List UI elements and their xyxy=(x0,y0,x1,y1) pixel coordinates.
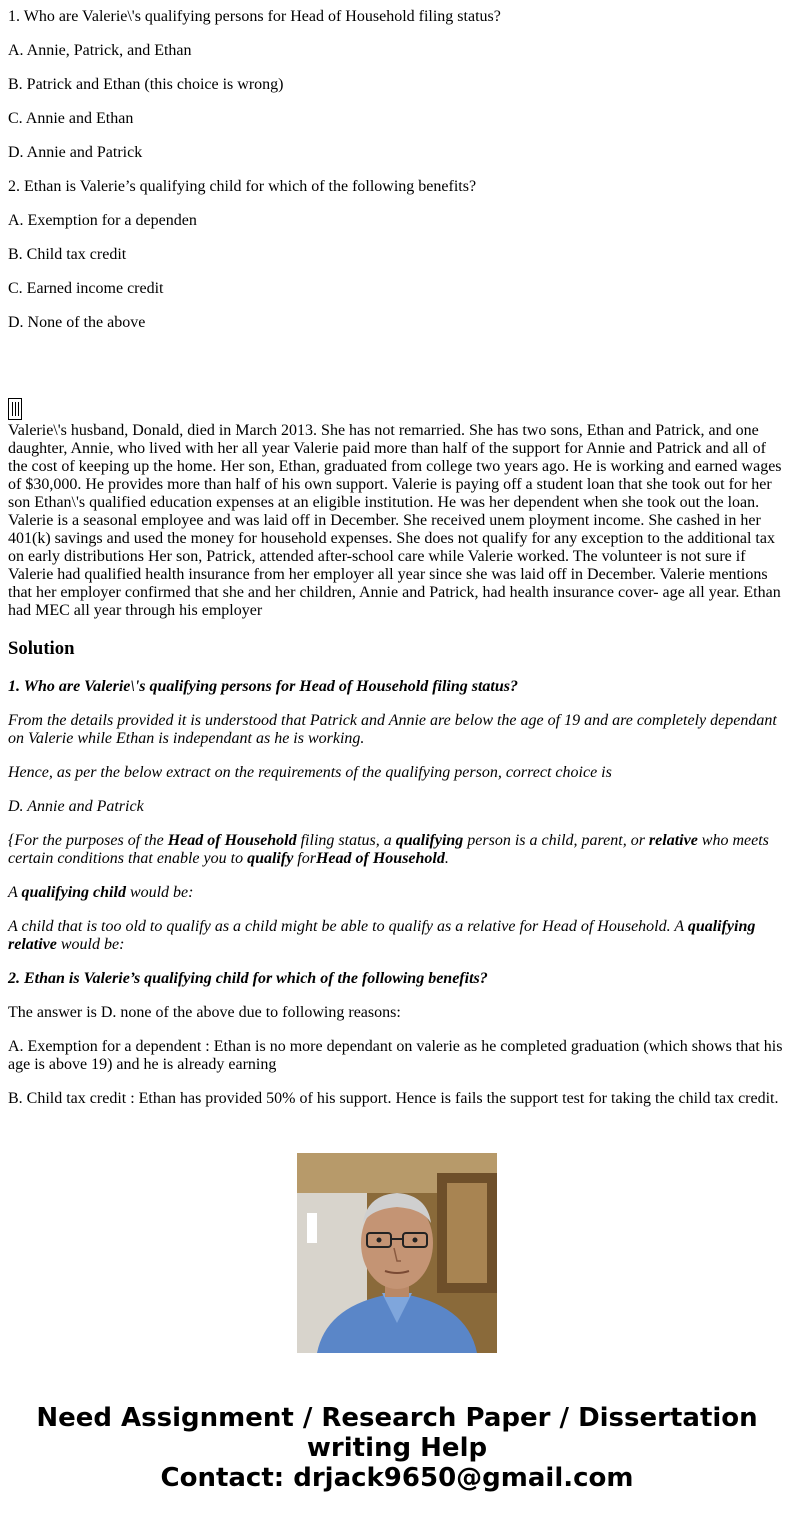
solution-q1-para1: From the details provided it is understood that Patrick and Annie are below the age of 19 and are completely dependant on Valerie while Ethan is independant as he is working. xyxy=(8,712,777,747)
table-icon-row xyxy=(8,398,786,422)
solution-q1-para2: Hence, as per the below extract on the requirements of the qualifying person, correct choice is xyxy=(8,764,612,781)
solution-q1-answer: D. Annie and Patrick xyxy=(8,798,144,815)
table-icon xyxy=(8,398,22,420)
q1-option-d: D. Annie and Patrick xyxy=(8,144,143,161)
q1-option-c: C. Annie and Ethan xyxy=(8,110,134,127)
solution-heading: Solution xyxy=(8,638,75,659)
solution-q2-heading: 2. Ethan is Valerie’s qualifying child for which of the following benefits? xyxy=(8,970,488,987)
q2-option-b: B. Child tax credit xyxy=(8,246,127,263)
solution-q2-reason-b: B. Child tax credit : Ethan has provided 50% of his support. Hence is fails the support test for taking the child tax credit. xyxy=(8,1090,779,1107)
q2-option-d: D. None of the above xyxy=(8,314,146,331)
scenario-paragraph: Valerie\'s husband, Donald, died in March 2013. She has not remarried. She has two sons, Ethan and Patrick, and one daughter, Annie, who lived with her all year Valerie paid more than half of the support for Annie and Patrick and all of the cost of keeping up the home. Her son, Ethan, graduated from college two years ago. He is working and earned wages of $30,000. He provides more than half of his own support. Valerie is paying off a student loan that she took out for her son Ethan\'s qualified education expenses at an eligible institution. He was her dependent when she took out the loan. Valerie is a seasonal employee and was laid off in December. She received unem ployment income. She cashed in her 401(k) savings and used the money for household expenses. She does not qualify for any exception to the additional tax on early distributions Her son, Patrick, attended after-school care while Valerie worked. The volunteer is not sure if Valerie had qualified health insurance from her employer all year since she was laid off in December. Valerie mentions that her employer confirmed that she and her children, Annie and Patrick, had health insurance cover- age all year. Ethan had MEC all year through his employer xyxy=(8,422,782,619)
avatar-portrait xyxy=(297,1153,497,1353)
q1-text: 1. Who are Valerie\'s qualifying persons for Head of Household filing status? xyxy=(8,8,501,25)
q1-option-a: A. Annie, Patrick, and Ethan xyxy=(8,42,192,59)
q1-option-b: B. Patrick and Ethan (this choice is wrong) xyxy=(8,76,284,93)
promo-footer xyxy=(0,1123,794,1523)
q2-option-a: A. Exemption for a dependen xyxy=(8,212,197,229)
promo-text xyxy=(0,1403,794,1493)
qualifying-relative-line: A child that is too old to qualify as a child might be able to qualify as a relative for Head of Household. A qualifying relative would be: xyxy=(8,918,756,953)
solution-q2-intro: The answer is D. none of the above due to following reasons: xyxy=(8,1004,401,1021)
q2-option-c: C. Earned income credit xyxy=(8,280,164,297)
avatar-photo xyxy=(297,1153,497,1353)
solution-q2-reason-a: A. Exemption for a dependent : Ethan is no more dependant on valerie as he completed graduation (which shows that his age is above 19) and he is already earning xyxy=(8,1038,783,1073)
q2-text: 2. Ethan is Valerie’s qualifying child for which of the following benefits? xyxy=(8,178,477,195)
promo-line-2: Contact: drjack9650@gmail.com xyxy=(160,1463,634,1493)
hoh-extract: {For the purposes of the Head of Household filing status, a qualifying person is a child, parent, or relative who meets certain conditions that enable you to qualify forHead of Household. xyxy=(8,832,769,867)
document-content xyxy=(8,0,786,1123)
promo-line-1: Need Assignment / Research Paper / Dissertation writing Help xyxy=(36,1403,758,1463)
spacer xyxy=(8,348,786,392)
solution-q1-heading: 1. Who are Valerie\'s qualifying persons for Head of Household filing status? xyxy=(8,678,518,695)
qualifying-child-line: A qualifying child would be: xyxy=(8,884,194,901)
